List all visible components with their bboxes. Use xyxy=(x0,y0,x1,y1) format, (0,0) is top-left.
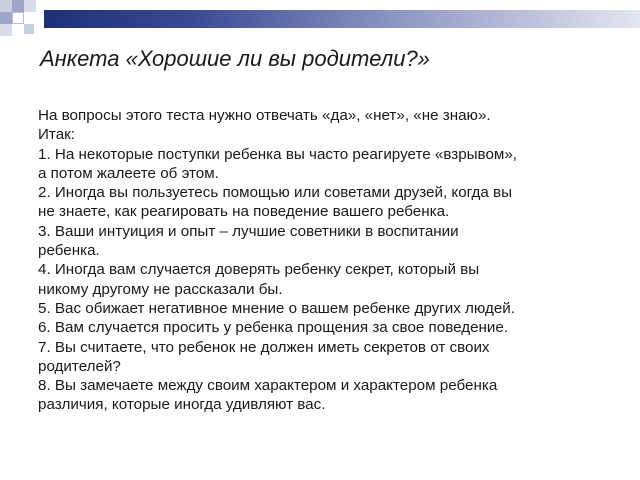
slide-title: Анкета «Хорошие ли вы родители?» xyxy=(40,46,430,71)
body-line: 7. Вы считаете, что ребенок не должен иметь секретов от своих xyxy=(38,338,490,356)
decor-square xyxy=(24,0,36,12)
header-bar xyxy=(44,10,640,28)
decor-square xyxy=(24,24,34,34)
body-line: Итак: xyxy=(38,126,76,144)
body-line: 6. Вам случается просить у ребенка прощения за свое поведение. xyxy=(38,319,509,337)
body-line: 5. Вас обижает негативное мнение о вашем ребенке других людей. xyxy=(38,299,515,317)
body-line: никому другому не рассказали бы. xyxy=(38,280,283,298)
body-line: различия, которые иногда удивляют вас. xyxy=(38,396,326,414)
decor-square xyxy=(12,12,24,24)
slide-body xyxy=(38,106,618,415)
body-line: 8. Вы замечаете между своим характером и характером ребенка xyxy=(38,377,498,395)
body-line: родителей? xyxy=(38,357,121,375)
decor-square xyxy=(0,0,12,12)
body-line: ребенка. xyxy=(38,242,100,260)
decor-square xyxy=(12,0,24,12)
decor-square xyxy=(0,24,12,36)
body-line: а потом жалеете об этом. xyxy=(38,164,219,182)
decor-square xyxy=(0,12,12,24)
body-line: На вопросы этого теста нужно отвечать «да», «нет», «не знаю». xyxy=(38,107,491,124)
body-line: 4. Иногда вам случается доверять ребенку секрет, который вы xyxy=(38,261,480,279)
body-line: 2. Иногда вы пользуетесь помощью или советами друзей, когда вы xyxy=(38,184,513,202)
body-line: 3. Ваши интуиция и опыт – лучшие советники в воспитании xyxy=(38,222,459,240)
body-line: не знаете, как реагировать на поведение вашего ребенка. xyxy=(38,203,450,221)
body-line: 1. На некоторые поступки ребенка вы часто реагируете «взрывом», xyxy=(38,145,518,163)
